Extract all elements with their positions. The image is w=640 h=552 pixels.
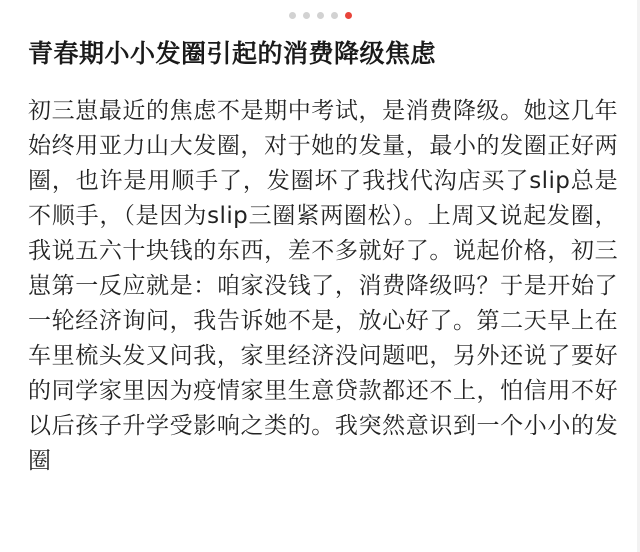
carousel-dot-2[interactable] bbox=[303, 12, 310, 19]
page-title: 青春期小小发圈引起的消费降级焦虑 bbox=[28, 39, 437, 68]
carousel-dot-3[interactable] bbox=[317, 12, 324, 19]
article-body-text: 初三崽最近的焦虑不是期中考试，是消费降级。她这几年始终用亚力山大发圈，对于她的发量，最小的发圈正好两圈，也许是用顺手了，发圈坏了我找代沟店买了slip总是不顺手，（是因为slip三圈紧两圈松）。上周又说起发圈，我说五六十块钱的东西，差不多就好了。说起价格，初三崽第一反应就是：咱家没钱了，消费降级吗？于是开始了一轮经济询问，我告诉她不是，放心好了。第二天早上在车里梳头发又问我，家里经济没问题吧，另外还说了要好的同学家里因为疫情家里生意贷款都还不上，怕信用不好以后孩子升学受影响之类的。我突然意识到一个小小的发圈 bbox=[28, 98, 618, 474]
carousel-dot-1[interactable] bbox=[289, 12, 296, 19]
article-content bbox=[0, 26, 640, 552]
carousel-dot-5-active[interactable] bbox=[345, 12, 352, 19]
carousel-dot-4[interactable] bbox=[331, 12, 338, 19]
carousel-dots bbox=[0, 6, 640, 24]
